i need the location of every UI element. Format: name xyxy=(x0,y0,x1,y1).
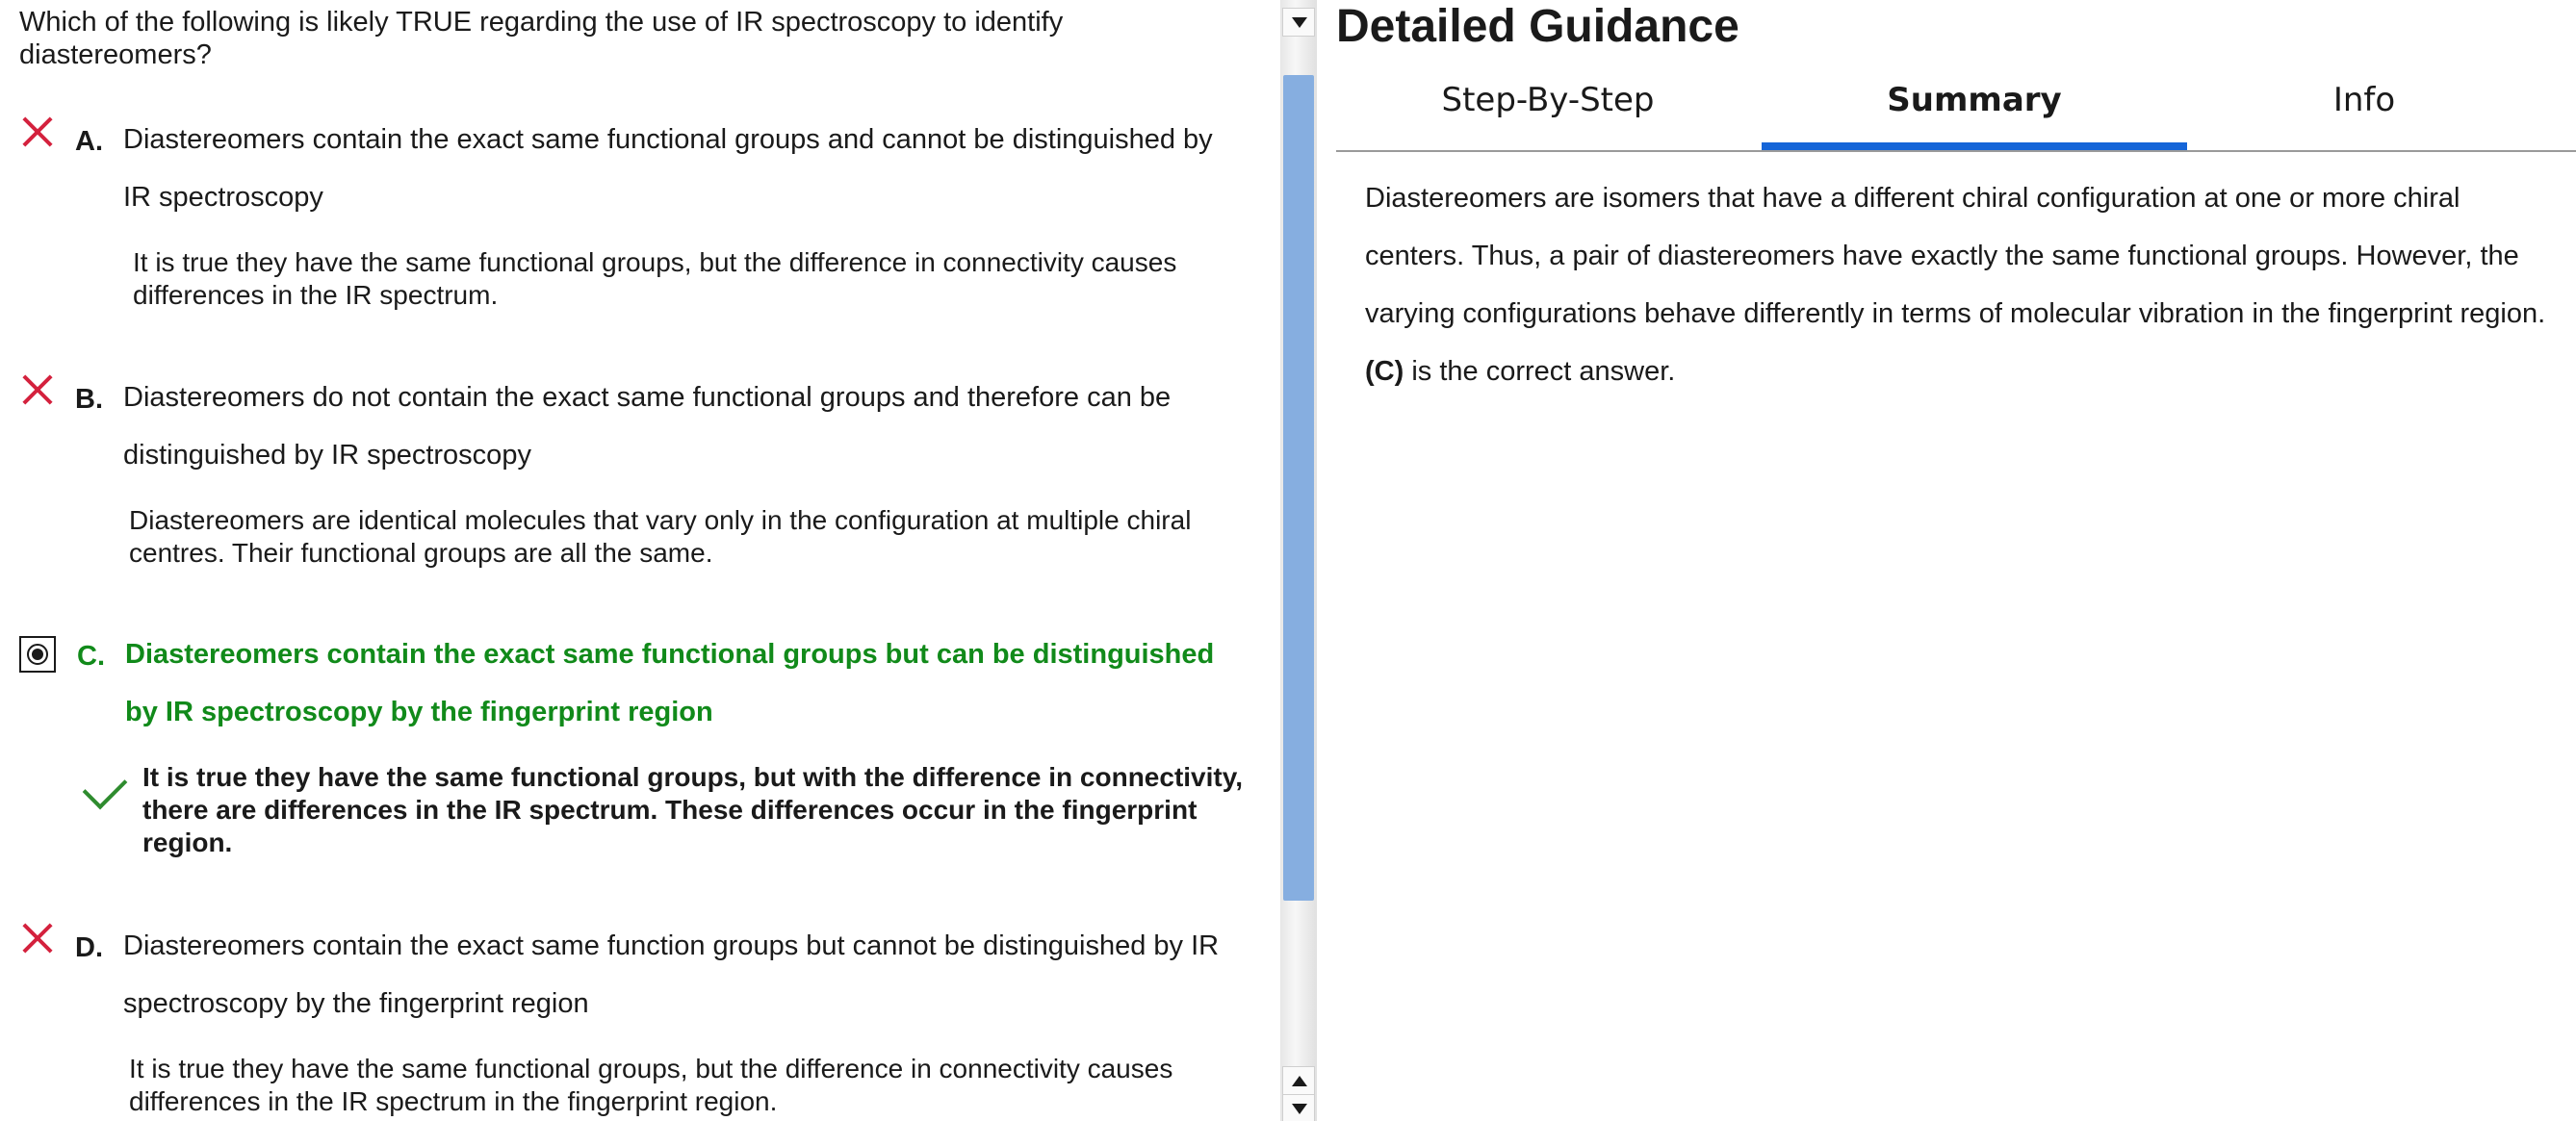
option-a-letter: A. xyxy=(75,126,103,157)
option-c-letter: C. xyxy=(77,641,105,672)
chevron-up-icon xyxy=(1292,1076,1307,1086)
scroll-down-top-button[interactable] xyxy=(1282,8,1315,37)
tab-summary[interactable]: Summary xyxy=(1887,81,2062,119)
radio-dot xyxy=(32,649,43,660)
incorrect-x-icon xyxy=(21,922,54,955)
vertical-scrollbar[interactable] xyxy=(1280,0,1317,1121)
option-d-letter: D. xyxy=(75,932,103,963)
radio-selected-icon[interactable] xyxy=(19,636,56,673)
guidance-tabs xyxy=(1336,71,2576,152)
option-c-feedback: It is true they have the same functional groups, but with the difference in connectivity, there are differences in the IR spectrum. These differences occur in the fingerprint region. xyxy=(142,762,1243,857)
checkmark-icon xyxy=(83,765,128,810)
option-b-line1[interactable]: Diastereomers do not contain the exact same functional groups and therefore can be xyxy=(123,382,1172,413)
option-a-feedback: It is true they have the same functional groups, but the difference in connectivity causes differences in the IR spectrum. xyxy=(133,247,1177,310)
scroll-up-button[interactable] xyxy=(1282,1066,1315,1095)
guidance-pane xyxy=(1336,0,2576,1121)
tab-info[interactable]: Info xyxy=(2332,81,2396,119)
option-d-line2[interactable]: spectroscopy by the fingerprint region xyxy=(123,988,589,1019)
question-pane xyxy=(0,0,1280,1121)
scroll-down-button[interactable] xyxy=(1282,1094,1315,1121)
option-a-line1[interactable]: Diastereomers contain the exact same functional groups and cannot be distinguished by xyxy=(123,124,1213,155)
answer-letter: (C) xyxy=(1365,356,1404,387)
summary-paragraph: Diastereomers are isomers that have a different chiral configuration at one or more chiral centers. Thus, a pair of diastereomers have exactly the same functional groups. However, the varying configurations behave differently in terms of molecular vibration in the fingerprint region. xyxy=(1365,183,2546,329)
incorrect-x-icon xyxy=(21,115,54,148)
incorrect-x-icon xyxy=(21,373,54,406)
option-b-letter: B. xyxy=(75,384,103,415)
option-c-line1[interactable]: Diastereomers contain the exact same functional groups but can be distinguished xyxy=(125,639,1215,670)
option-a-line2[interactable]: IR spectroscopy xyxy=(123,182,323,213)
option-b-feedback: Diastereomers are identical molecules that vary only in the configuration at multiple chiral centres. Their functional groups are all the same. xyxy=(129,505,1192,568)
chevron-down-icon xyxy=(1292,1104,1307,1114)
guidance-title: Detailed Guidance xyxy=(1336,1,1739,52)
option-d-feedback: It is true they have the same functional groups, but the difference in connectivity causes differences in the IR spectrum in the fingerprint region. xyxy=(129,1054,1173,1116)
chevron-down-icon xyxy=(1292,17,1307,28)
answer-rest: is the correct answer. xyxy=(1404,356,1676,387)
option-c-line2[interactable]: by IR spectroscopy by the fingerprint region xyxy=(125,697,713,727)
summary-text xyxy=(1365,169,2559,400)
scroll-thumb[interactable] xyxy=(1283,75,1314,901)
option-b-line2[interactable]: distinguished by IR spectroscopy xyxy=(123,440,531,471)
question-text: Which of the following is likely TRUE regarding the use of IR spectroscopy to identify diastereomers? xyxy=(19,7,1064,70)
tab-step-by-step[interactable]: Step-By-Step xyxy=(1441,81,1655,119)
option-d-line1[interactable]: Diastereomers contain the exact same function groups but cannot be distinguished by IR xyxy=(123,930,1220,961)
active-tab-indicator xyxy=(1762,142,2187,150)
